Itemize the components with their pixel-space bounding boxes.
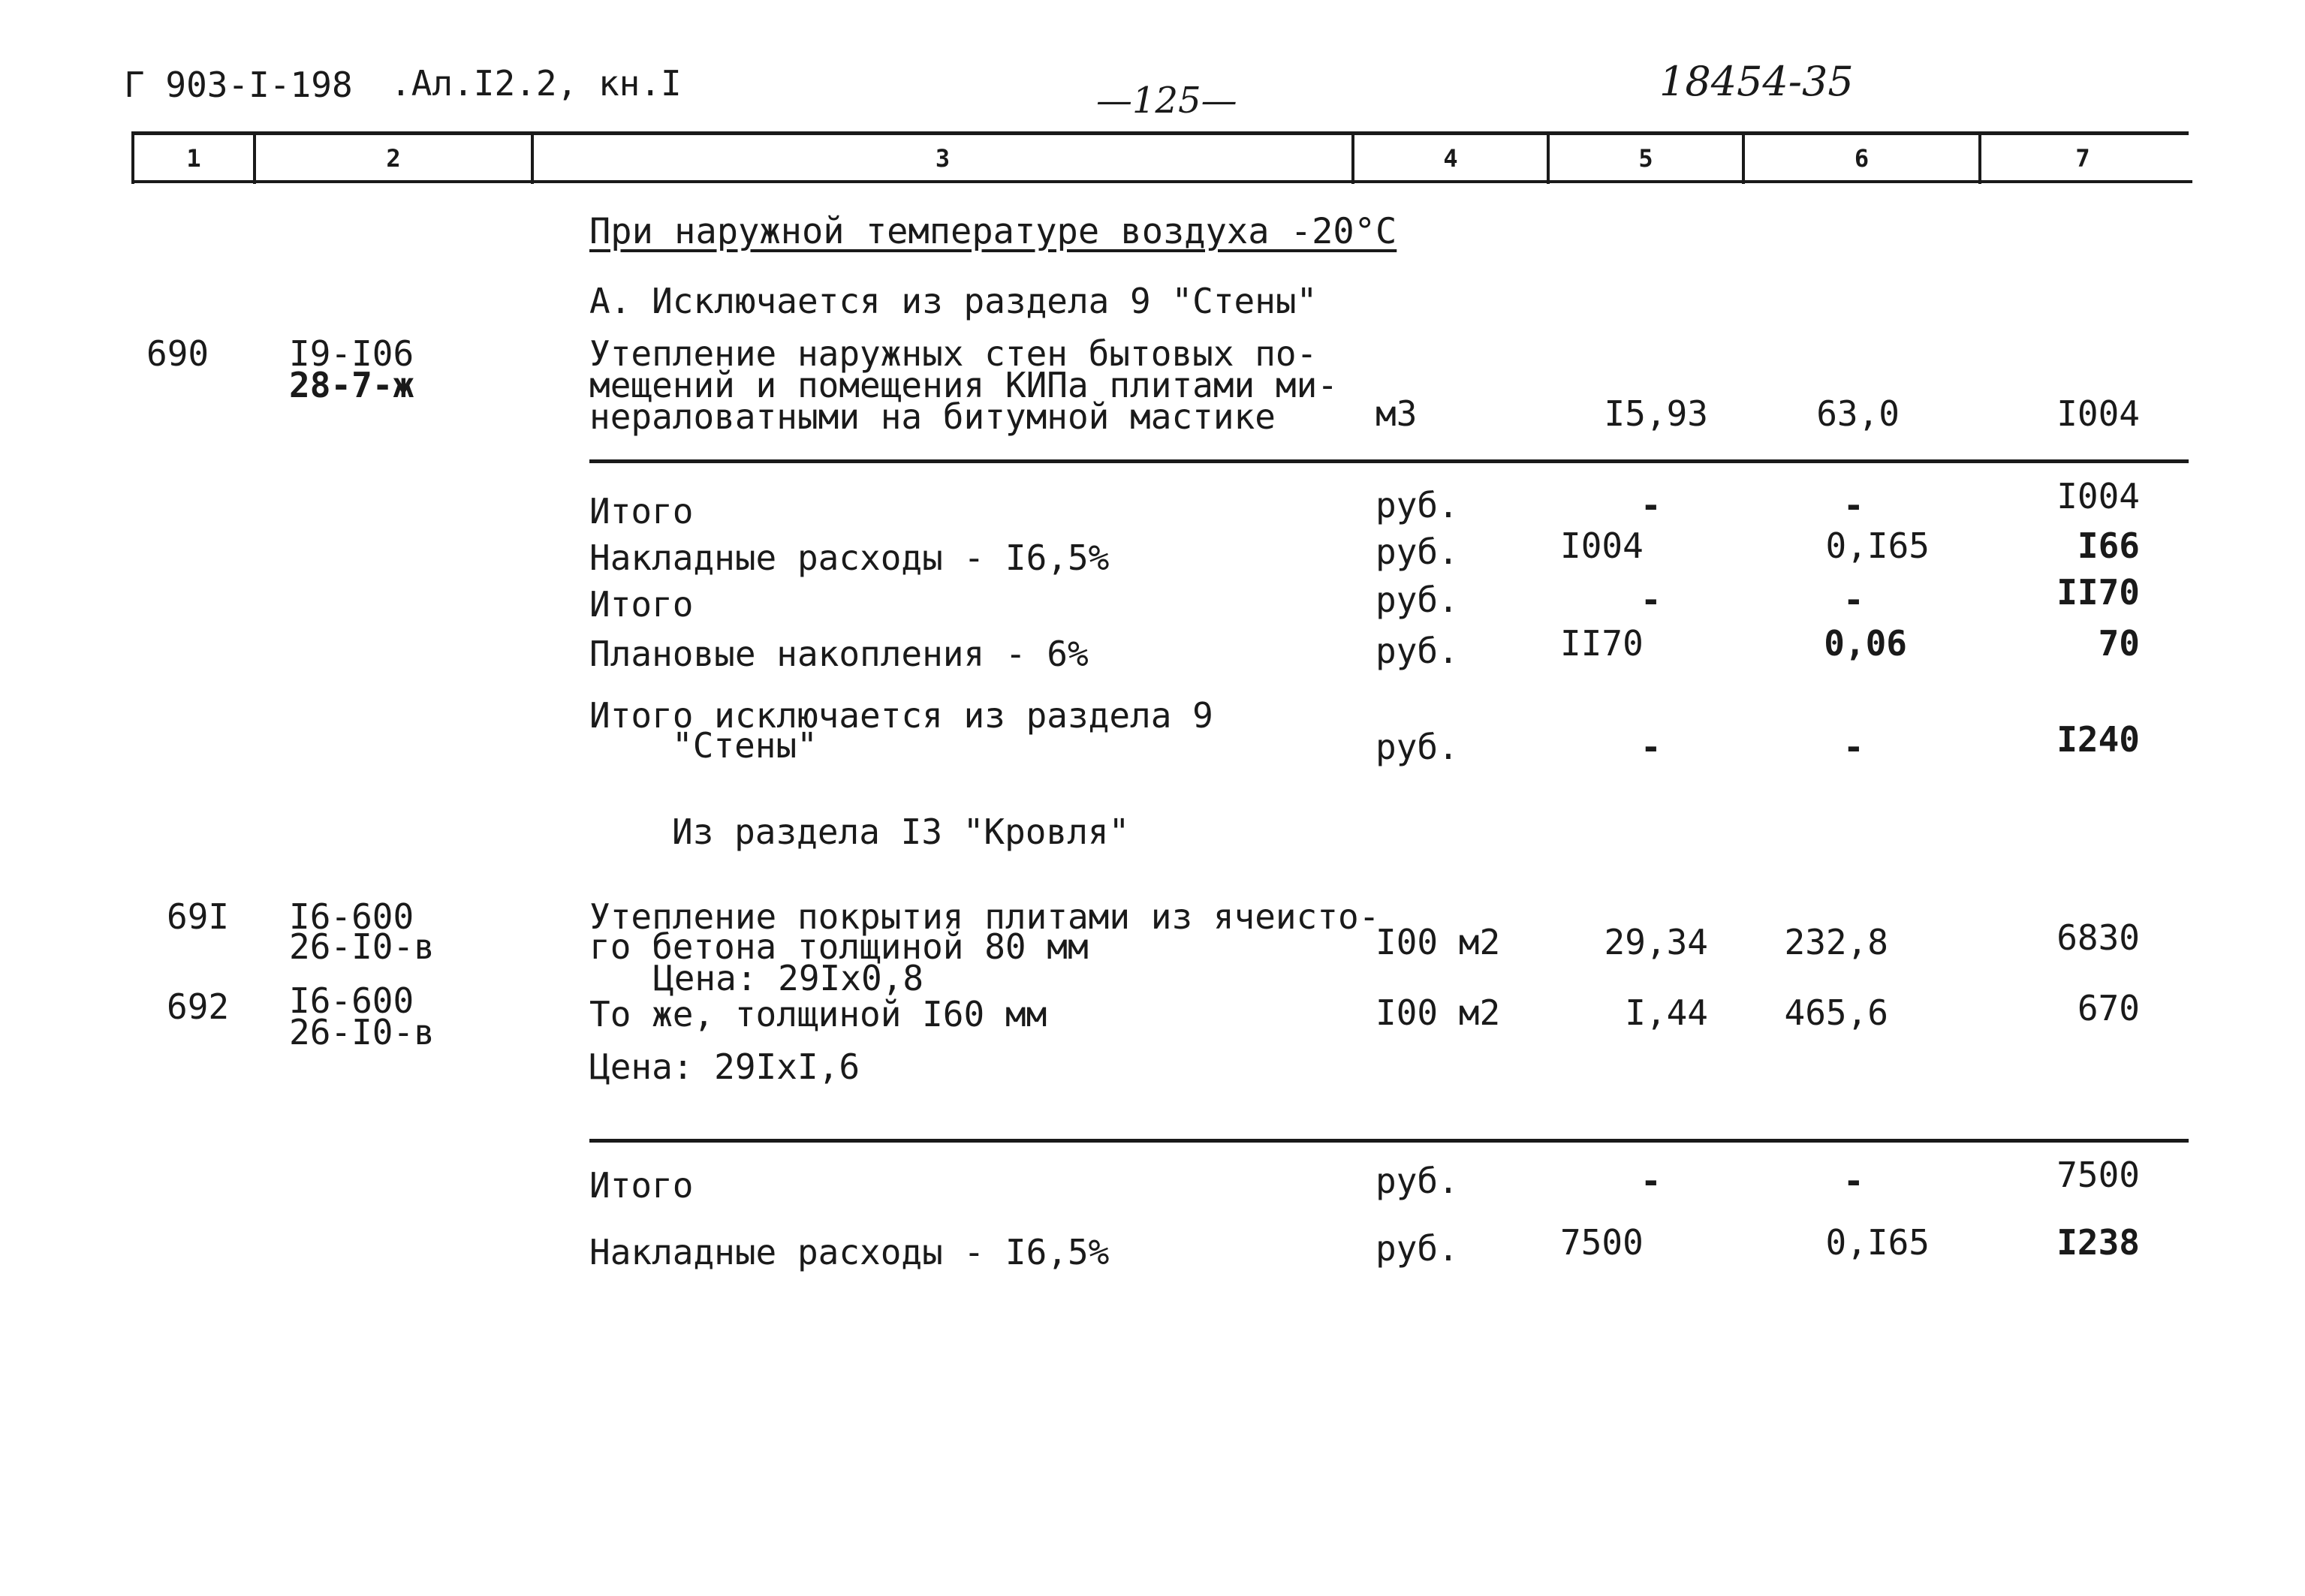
section-a-title: А. Исключается из раздела 9 "Стены" [589, 281, 1318, 321]
final-label-line1: Итого исключается из раздела 9 [589, 695, 1213, 736]
section-title: При наружной температуре воздуха -20°С [589, 211, 1397, 252]
final-unit: руб. [1375, 727, 1459, 767]
summary-unit: руб. [1375, 1161, 1459, 1201]
summary-unit: руб. [1375, 531, 1459, 572]
summary-total: 7500 [2056, 1155, 2140, 1195]
summary-rate: - [1843, 580, 1864, 620]
item-price: 465,6 [1784, 992, 1888, 1033]
summary-total: II70 [2056, 572, 2140, 613]
item-unit: м3 [1375, 393, 1418, 434]
summary-total: I238 [2056, 1222, 2140, 1263]
item-unit: I00 м2 [1375, 992, 1501, 1033]
summary-total: I004 [2056, 476, 2140, 516]
item-description-line1: Утепление наружных стен бытовых по- [589, 333, 1318, 374]
item-code-line2: 26-I0-в [289, 926, 435, 967]
item-description-line1: Утепление покрытия плитами из ячеисто- [589, 896, 1380, 937]
summary-rate: 0,I65 [1825, 525, 1930, 566]
section-b-title: Из раздела I3 "Кровля" [672, 812, 1130, 852]
column-2-header: 2 [386, 144, 401, 173]
item-price: 63,0 [1816, 393, 1900, 434]
item-total: I004 [2056, 393, 2140, 434]
final-base: - [1641, 727, 1662, 767]
summary-unit: руб. [1375, 485, 1459, 525]
item-code-line1: I6-600 [289, 980, 414, 1021]
summary-base: I004 [1560, 525, 1644, 566]
item-quantity: I,44 [1625, 992, 1708, 1033]
summary-unit: руб. [1375, 580, 1459, 620]
summary-base: 7500 [1560, 1222, 1644, 1263]
item-number: 69I [167, 896, 230, 937]
item-price-note: Цена: 29Iх0,8 [653, 958, 924, 998]
summary-base: - [1641, 485, 1662, 525]
document-code: Г 903-I-198 [124, 65, 353, 105]
item-price: 232,8 [1784, 922, 1888, 962]
summary-rate: 0,06 [1824, 623, 1907, 664]
divider [589, 459, 2189, 463]
summary-label: Накладные расходы - I6,5% [589, 538, 1110, 578]
item-code-line2: 26-I0-в [289, 1012, 435, 1052]
item-code-line1: I6-600 [289, 896, 414, 937]
item-quantity: 29,34 [1604, 922, 1708, 962]
column-6-header: 6 [1854, 144, 1870, 173]
column-5-header: 5 [1638, 144, 1653, 173]
inventory-number: 18454-35 [1659, 58, 1854, 105]
column-3-header: 3 [935, 144, 951, 173]
summary-total: 70 [2098, 623, 2140, 664]
final-label-line2: "Стены" [672, 725, 818, 766]
summary-unit: руб. [1375, 631, 1459, 671]
divider [589, 1139, 2189, 1143]
item-description-line2: мещений и помещения КИПа плитами ми- [589, 365, 1338, 405]
final-rate: - [1843, 727, 1864, 767]
column-1-header: 1 [186, 144, 201, 173]
item-quantity: I5,93 [1604, 393, 1708, 434]
item-number: 692 [167, 986, 230, 1027]
summary-label: Итого [589, 1165, 694, 1206]
final-total: I240 [2056, 719, 2140, 760]
summary-label: Итого [589, 491, 694, 531]
item-description-line1: То же, толщиной I60 мм [589, 994, 1047, 1034]
column-4-header: 4 [1443, 144, 1458, 173]
item-code-line1: I9-I06 [289, 333, 414, 374]
summary-label: Плановые накопления - 6% [589, 634, 1089, 674]
item-description-line3: нераловатными на битумной мастике [589, 396, 1276, 437]
summary-base: - [1641, 1161, 1662, 1201]
album-reference: .Ал.I2.2, кн.I [390, 63, 682, 104]
item-description-line2: го бетона толщиной 80 мм [589, 926, 1089, 967]
summary-rate: 0,I65 [1825, 1222, 1930, 1263]
summary-unit: руб. [1375, 1228, 1459, 1269]
column-7-header: 7 [2075, 144, 2090, 173]
item-number: 690 [146, 333, 209, 374]
item-total: 670 [2077, 988, 2140, 1028]
page-number: —125— [1096, 80, 1237, 122]
item-unit: I00 м2 [1375, 922, 1501, 962]
summary-label: Накладные расходы - I6,5% [589, 1232, 1110, 1272]
item-price-note: Цена: 29IхI,6 [589, 1046, 860, 1087]
item-total: 6830 [2056, 917, 2140, 958]
summary-label: Итого [589, 584, 694, 625]
summary-base: II70 [1560, 623, 1644, 664]
item-code-line2: 28-7-ж [289, 365, 414, 405]
summary-total: I66 [2077, 525, 2140, 566]
summary-base: - [1641, 580, 1662, 620]
summary-rate: - [1843, 1161, 1864, 1201]
summary-rate: - [1843, 485, 1864, 525]
